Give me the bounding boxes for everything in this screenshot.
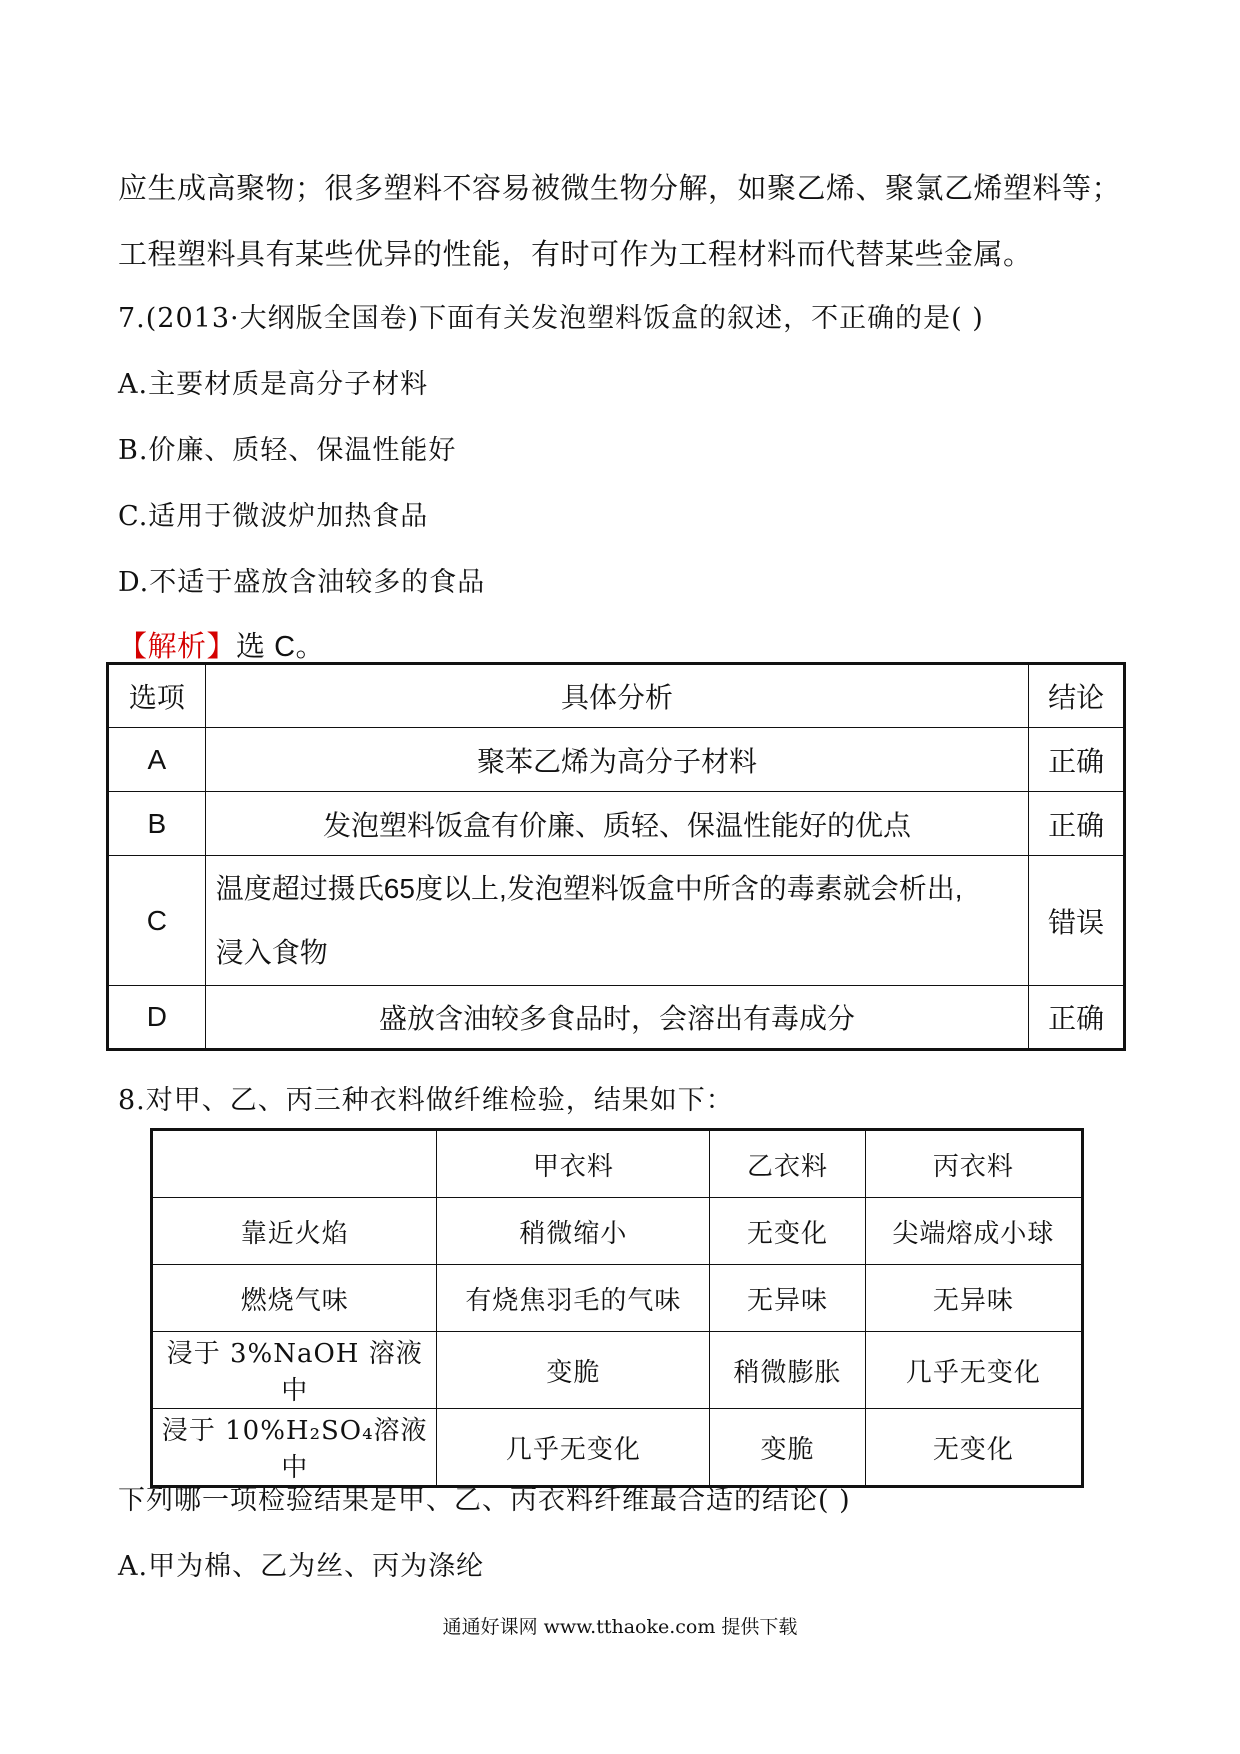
fiber-cell-test: 浸于 3%NaOH 溶液中 [152,1332,437,1409]
analysis-table [106,662,1126,1051]
question-8-option-a: A.甲为棉、乙为丝、丙为涤纶 [118,1551,485,1582]
analysis-cell-conclusion: 正确 [1029,728,1125,792]
fiber-cell-yi: 无异味 [710,1265,865,1332]
analysis-cell-conclusion: 错误 [1029,856,1125,986]
question-7-stem: 7.(2013·大纲版全国卷)下面有关发泡塑料饭盒的叙述，不正确的是( ) [118,303,984,334]
analysis-detail-line-2: 浸入食物 [215,936,328,968]
fiber-cell-jia: 变脆 [437,1332,710,1409]
fiber-cell-yi: 稍微膨胀 [710,1332,865,1409]
question-7-option-b: B.价廉、质轻、保温性能好 [118,435,457,466]
analysis-cell-detail [205,856,1028,986]
analysis-cell-option: C [108,856,206,986]
intro-line-2: 工程塑料具有某些优异的性能，有时可作为工程材料而代替某些金属。 [118,239,1033,271]
analysis-header-detail: 具体分析 [205,664,1028,728]
fiber-cell-bing: 几乎无变化 [865,1332,1082,1409]
analysis-cell-option: D [108,986,206,1050]
fiber-cell-bing: 无异味 [865,1265,1082,1332]
fiber-header-bing: 丙衣料 [865,1130,1082,1198]
fiber-row-flame [152,1198,1083,1265]
fiber-row-naoh [152,1332,1083,1409]
fiber-cell-jia: 有烧焦羽毛的气味 [437,1265,710,1332]
fiber-cell-jia: 几乎无变化 [437,1409,710,1487]
fiber-test-table [150,1128,1084,1488]
fiber-cell-test: 靠近火焰 [152,1198,437,1265]
fiber-cell-test: 浸于 10%H₂SO₄溶液中 [152,1409,437,1487]
analysis-row-d [108,986,1125,1050]
analysis-row-c [108,856,1125,986]
analysis-heading [118,624,325,665]
analysis-tag: 【解析】 [118,631,237,663]
fiber-cell-test: 燃烧气味 [152,1265,437,1332]
analysis-cell-detail: 发泡塑料饭盒有价廉、质轻、保温性能好的优点 [205,792,1028,856]
fiber-row-h2so4 [152,1409,1083,1487]
analysis-cell-detail: 聚苯乙烯为高分子材料 [205,728,1028,792]
analysis-header-row [108,664,1125,728]
analysis-answer: 选 C。 [236,631,326,663]
question-7-option-d: D.不适于盛放含油较多的食品 [118,567,486,598]
question-7-option-a: A.主要材质是高分子材料 [118,369,429,400]
fiber-cell-yi: 无变化 [710,1198,865,1265]
fiber-cell-bing: 尖端熔成小球 [865,1198,1082,1265]
fiber-header-blank [152,1130,437,1198]
analysis-row-a [108,728,1125,792]
question-8-stem: 8.对甲、乙、丙三种衣料做纤维检验，结果如下： [118,1085,734,1116]
question-8-question: 下列哪一项检验结果是甲、乙、丙衣料纤维最合适的结论( ) [118,1485,851,1516]
fiber-header-row [152,1130,1083,1198]
fiber-cell-yi: 变脆 [710,1409,865,1487]
fiber-header-yi: 乙衣料 [710,1130,865,1198]
analysis-row-b [108,792,1125,856]
analysis-header-option: 选项 [108,664,206,728]
fiber-cell-bing: 无变化 [865,1409,1082,1487]
analysis-cell-option: B [108,792,206,856]
analysis-cell-conclusion: 正确 [1029,792,1125,856]
analysis-cell-detail: 盛放含油较多食品时，会溶出有毒成分 [205,986,1028,1050]
analysis-cell-option: A [108,728,206,792]
analysis-header-conclusion: 结论 [1029,664,1125,728]
analysis-cell-conclusion: 正确 [1029,986,1125,1050]
fiber-cell-jia: 稍微缩小 [437,1198,710,1265]
analysis-detail-line-1: 温度超过摄氏65度以上,发泡塑料饭盒中所含的毒素就会析出, [215,872,963,904]
question-7-option-c: C.适用于微波炉加热食品 [118,501,429,532]
page-footer: 通通好课网 www.tthaoke.com 提供下载 [442,1616,798,1638]
fiber-row-smell [152,1265,1083,1332]
fiber-header-jia: 甲衣料 [437,1130,710,1198]
intro-line-1: 应生成高聚物；很多塑料不容易被微生物分解，如聚乙烯、聚氯乙烯塑料等； [118,173,1122,205]
